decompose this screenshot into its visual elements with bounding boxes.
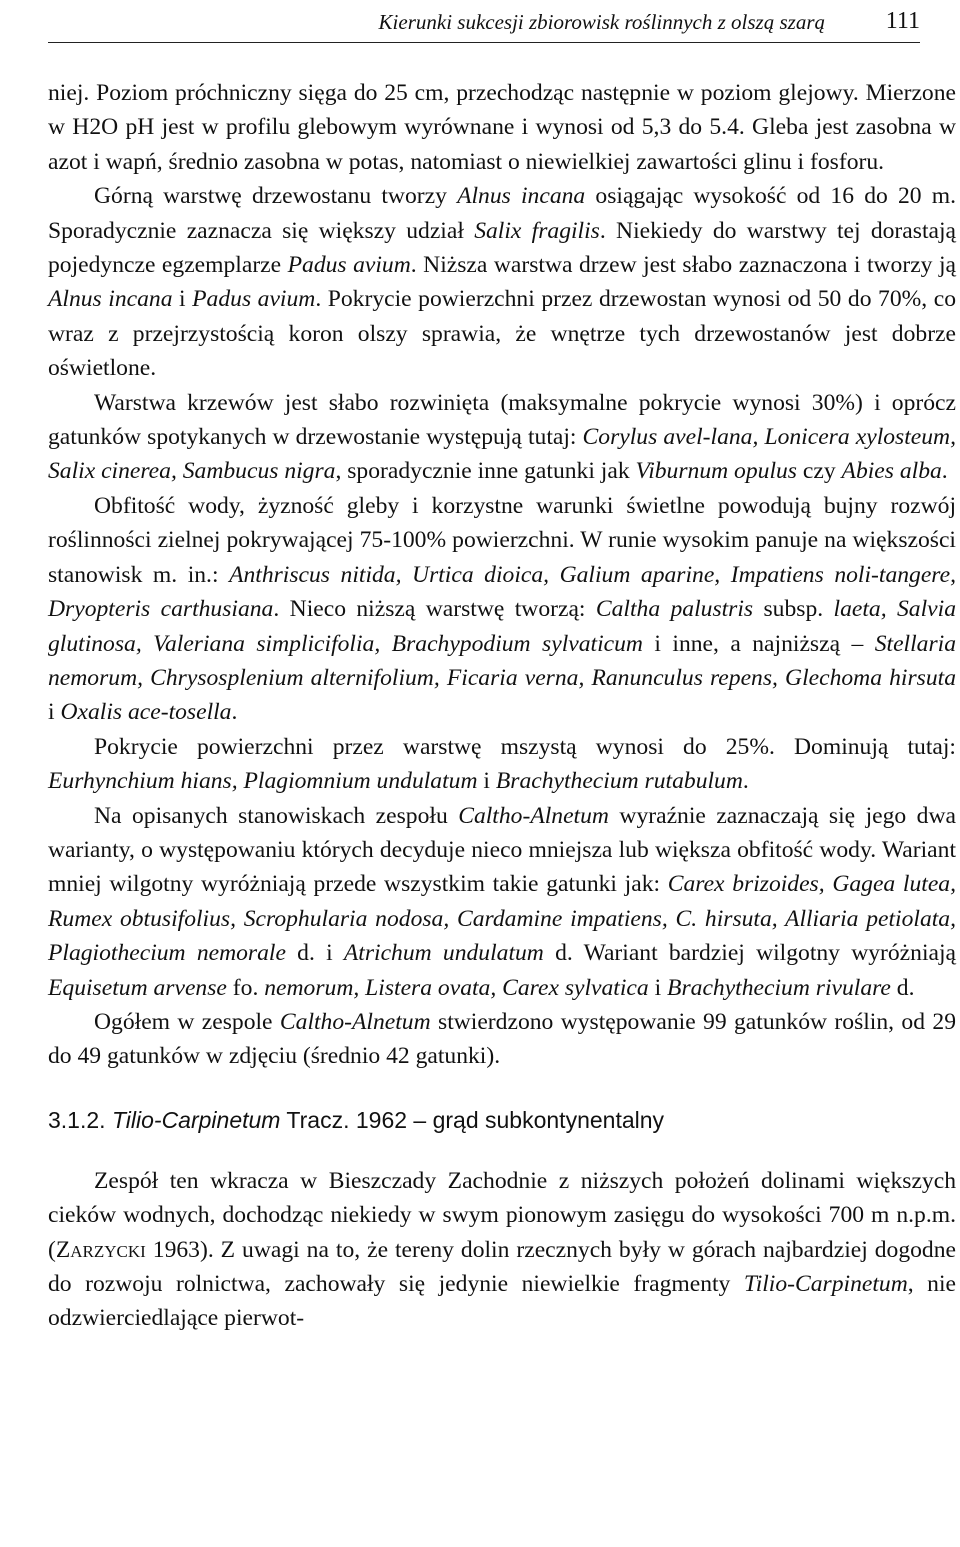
text-run: d. i: [285, 940, 344, 967]
species-name: Padus avium: [192, 286, 316, 313]
species-name: Eurhynchium hians, Plagiomnium undulatum: [48, 768, 478, 795]
text-run: . Niekiedy do warstwy tej dorastają pojedyncze egzemplarze: [48, 217, 956, 279]
body-paragraph: [48, 386, 956, 489]
text-run: i inne, a najniższą –: [642, 630, 875, 657]
text-run: , nie odzwierciedlające pierwot-: [48, 1271, 956, 1332]
body-paragraph: [48, 76, 956, 179]
species-name: Anthriscus nitida, Urtica dioica, Galium aparine, Impatiens noli-tangere, Dryopteris carthusiana: [48, 561, 956, 623]
species-name: Abies alba: [841, 458, 942, 485]
body-paragraph: [48, 799, 956, 1005]
text-run: .: [941, 458, 948, 485]
species-name: Stellaria nemorum, Chrysosplenium alternifolium, Ficaria verna, Ranunculus repens, Glechoma hirsuta: [48, 630, 956, 691]
text-run: Górną warstwę drzewostanu tworzy: [94, 183, 458, 210]
species-name: nemorum, Listera ovata, Carex sylvatica: [264, 974, 649, 1001]
body-paragraph: [48, 1164, 956, 1336]
text-run: czy: [796, 458, 842, 485]
text-run: . Nieco niższą warstwę tworzą:: [273, 596, 596, 623]
species-name: Brachythecium rivulare: [667, 974, 891, 1001]
text-run: Warstwa krzewów jest słabo rozwinięta (maksymalne pokrycie wynosi 30%) i oprócz gatunków spotykanych w drzewostanie występują tutaj:: [48, 389, 956, 451]
text-run: . Niższa warstwa drzew jest słabo zaznaczona i tworzy ją: [410, 252, 956, 279]
text-run: Zespół ten wkracza w Bieszczady Zachodnie z niższych położeń dolinami większych cieków wodnych, dochodząc niekiedy w swym pionowym zasięgu do wysokości 700 m n.p.m. (: [48, 1167, 956, 1263]
text-run: Obfitość wody, żyzność gleby i korzystne warunki świetlne powodują bujny rozwój roślinności zielnej pokrywającej 75-100% powierzchni. W runie wysokim panuje na większości stanowisk m. in.:: [48, 492, 956, 588]
species-name: Salix fragilis: [474, 217, 600, 244]
text-run: niej. Poziom próchniczny sięga do 25 cm, przechodząc następnie w poziom glejowy. Mierzone w H2O pH jest w profilu glebowym wyrównane i wynosi od 5,3 do 5.4. Gleba jest zasobna w azot i wapń, średnio zasobna w potas, natomiast o niewielkiej zawartości glinu i fosforu.: [48, 80, 956, 175]
text-run: 3.1.2.: [48, 1106, 112, 1133]
species-name: Brachythecium rutabulum: [495, 768, 743, 795]
text-run: Ogółem w zespole: [94, 1008, 280, 1035]
body-text: [48, 76, 956, 1336]
text-run: Na opisanych stanowiskach zespołu: [94, 802, 459, 829]
body-paragraph: [48, 489, 956, 730]
text-run: i: [648, 974, 668, 1001]
text-run: i: [477, 768, 496, 795]
species-name: Tilio-Carpinetum: [743, 1271, 908, 1297]
species-name: Padus avium: [287, 252, 411, 279]
text-run: fo.: [226, 974, 265, 1001]
species-name: Caltho-Alnetum: [458, 802, 609, 829]
author-citation: Zarzycki: [55, 1236, 146, 1263]
running-header: [48, 4, 920, 43]
species-name: Equisetum arvense: [48, 974, 227, 1001]
species-name: Carex brizoides, Gagea lutea, Rumex obtusifolius, Scrophularia nodosa, Cardamine impatiens, C. hirsuta, Alliaria petiolata, Plagiothecium nemorale: [48, 871, 956, 967]
text-run: osiągając wysokość od 16 do 20 m. Sporadycznie zaznacza się większy udział: [48, 183, 956, 244]
text-run: .: [742, 768, 749, 795]
body-paragraph: [48, 179, 956, 385]
text-run: Tracz. 1962 – grąd subkontynentalny: [280, 1106, 665, 1133]
text-run: wyraźnie zaznaczają się jego dwa warianty, o występowaniu których decyduje nieco mniejsza lub większa obfitość wody. Wariant mniej wilgotny wyróżniają przede wszystkim takie gatunki jak:: [48, 802, 956, 898]
text-run: i: [172, 286, 193, 313]
text-run: 1963). Z uwagi na to, że tereny dolin rzecznych były w górach najbardziej dogodne do rozwoju rolnictwa, zachowały się jedynie niewielkie fragmenty: [48, 1236, 956, 1297]
species-name: Caltho-Alnetum: [279, 1008, 431, 1035]
text-run: d. Wariant bardziej wilgotny wyróżniają: [543, 940, 957, 967]
page-number: 111: [885, 8, 920, 34]
species-name: Atrichum undulatum: [343, 940, 544, 967]
body-paragraph: [48, 730, 956, 799]
species-name: Caltha palustris: [595, 596, 754, 623]
text-run: Pokrycie powierzchni przez warstwę mszystą wynosi do 25%. Dominują tutaj:: [94, 733, 956, 760]
text-run: stwierdzono występowanie 99 gatunków roślin, od 29 do 49 gatunków w zdjęciu (średnio 42 gatunki).: [48, 1008, 956, 1070]
species-name: Oxalis ace-tosella: [60, 699, 232, 726]
section-heading: [48, 1102, 956, 1138]
text-run: subsp.: [753, 596, 834, 623]
text-run: . Pokrycie powierzchni przez drzewostan wynosi od 50 do 70%, co wraz z przejrzystością koron olszy sprawia, że wnętrze tych drzewostanów jest dobrze oświetlone.: [48, 286, 956, 382]
species-name: laeta, Salvia glutinosa, Valeriana simplicifolia, Brachypodium sylvaticum: [48, 596, 956, 657]
text-run: i: [48, 699, 61, 726]
running-header-title: Kierunki sukcesji zbiorowisk roślinnych z olszą szarą: [378, 10, 825, 34]
text-run: d.: [890, 974, 915, 1001]
species-name: Tilio-Carpinetum: [111, 1106, 281, 1133]
text-run: .: [231, 699, 238, 726]
body-paragraph: [48, 1005, 956, 1074]
species-name: Alnus incana: [48, 286, 173, 313]
species-name: Corylus avel-lana, Lonicera xylosteum, Salix cinerea, Sambucus nigra: [48, 424, 956, 485]
species-name: Viburnum opulus: [635, 458, 797, 485]
text-run: , sporadycznie inne gatunki jak: [335, 458, 636, 485]
species-name: Alnus incana: [457, 183, 586, 210]
